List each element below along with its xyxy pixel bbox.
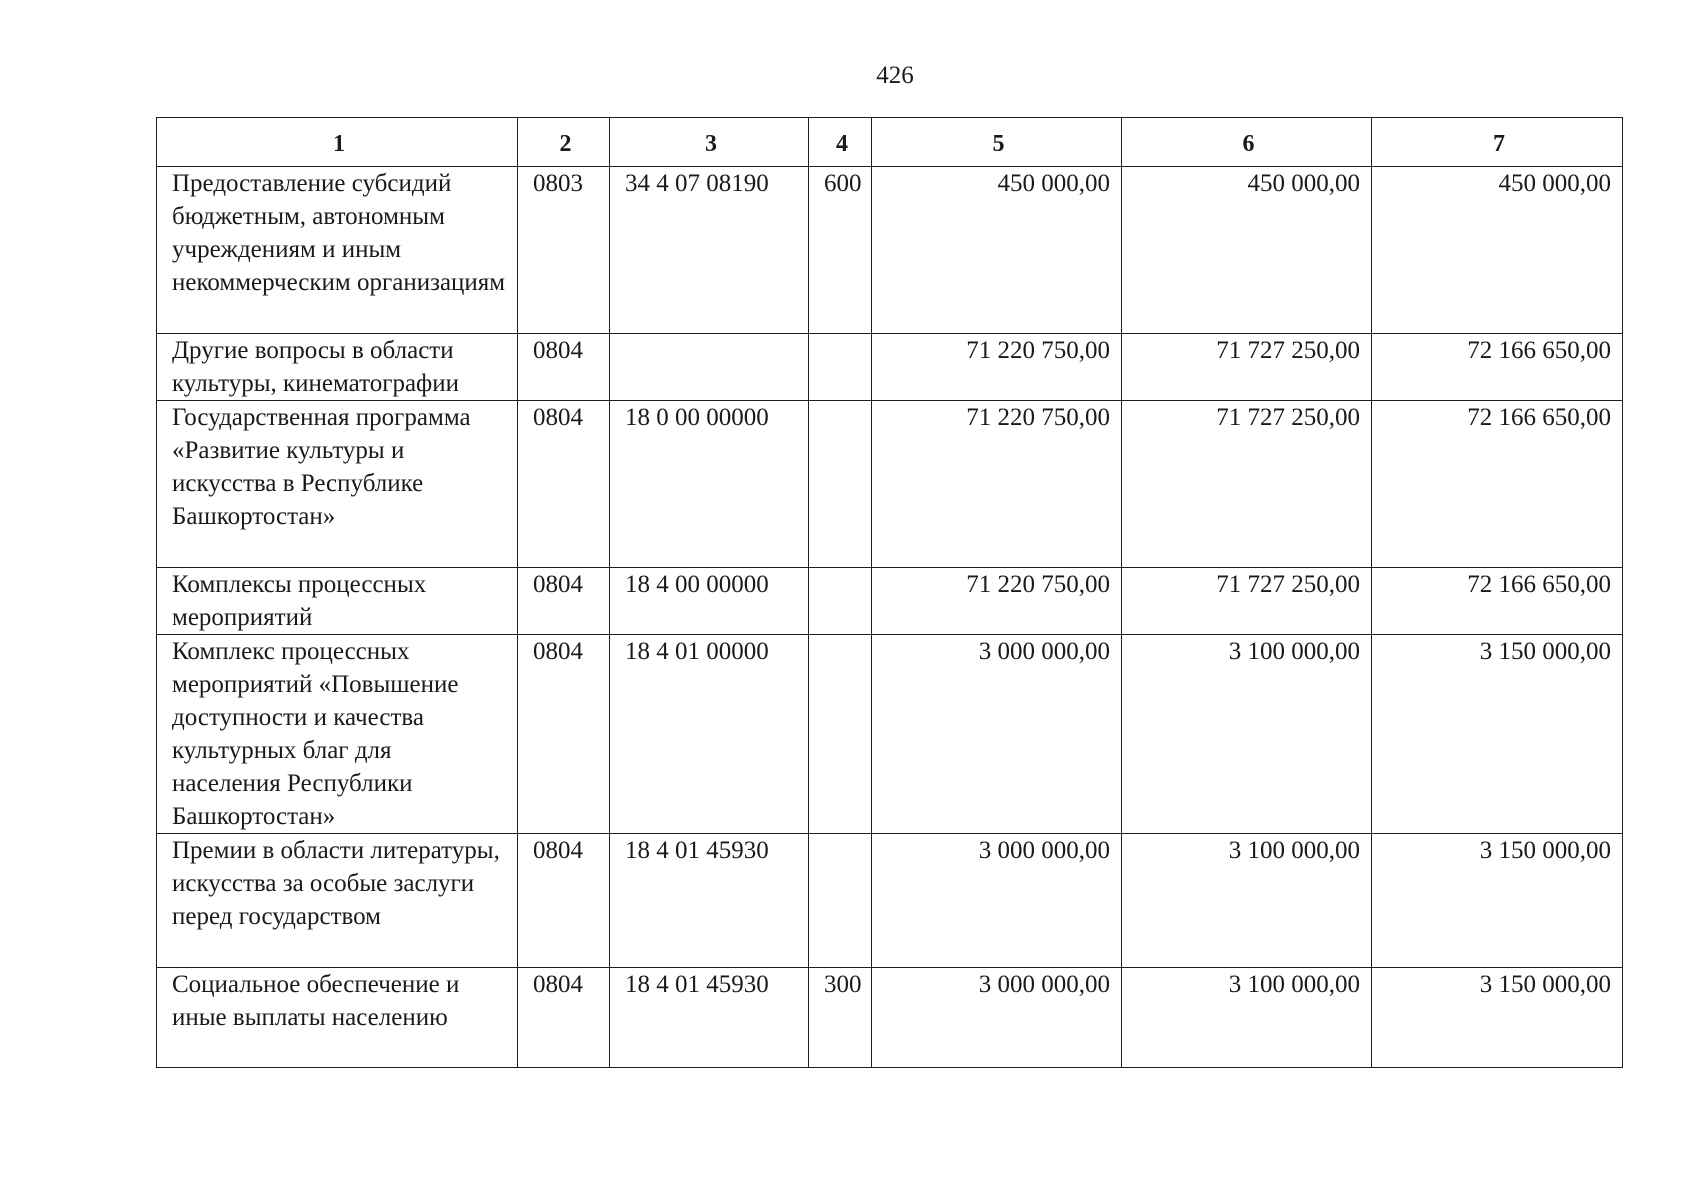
row-year3: 3 150 000,00 <box>1372 834 1623 968</box>
row-name: Премии в области литературы, искусства за особые заслуги перед государством <box>157 834 518 968</box>
row-name: Государственная программа «Развитие культуры и искусства в Республике Башкортостан» <box>157 401 518 568</box>
header-col-4: 4 <box>809 118 872 167</box>
row-year3: 450 000,00 <box>1372 167 1623 334</box>
header-col-2: 2 <box>518 118 610 167</box>
row-year2: 71 727 250,00 <box>1122 334 1372 401</box>
row-year2: 3 100 000,00 <box>1122 635 1372 834</box>
row-year1: 3 000 000,00 <box>872 968 1122 1068</box>
table-row <box>157 635 1623 834</box>
row-type <box>809 568 872 635</box>
row-year3: 72 166 650,00 <box>1372 334 1623 401</box>
table-row <box>157 834 1623 968</box>
row-year3: 72 166 650,00 <box>1372 401 1623 568</box>
header-col-3: 3 <box>610 118 809 167</box>
row-section: 0804 <box>518 401 610 568</box>
row-year2: 3 100 000,00 <box>1122 968 1372 1068</box>
row-year2: 71 727 250,00 <box>1122 401 1372 568</box>
row-year3: 72 166 650,00 <box>1372 568 1623 635</box>
row-target: 34 4 07 08190 <box>610 167 809 334</box>
row-year2: 3 100 000,00 <box>1122 834 1372 968</box>
row-target: 18 0 00 00000 <box>610 401 809 568</box>
row-section: 0804 <box>518 635 610 834</box>
row-year1: 71 220 750,00 <box>872 401 1122 568</box>
budget-table <box>156 117 1623 1068</box>
row-target: 18 4 01 45930 <box>610 834 809 968</box>
row-section: 0804 <box>518 834 610 968</box>
row-type: 600 <box>809 167 872 334</box>
header-col-1: 1 <box>157 118 518 167</box>
table-row <box>157 334 1623 401</box>
header-col-5: 5 <box>872 118 1122 167</box>
row-year3: 3 150 000,00 <box>1372 635 1623 834</box>
row-year3: 3 150 000,00 <box>1372 968 1623 1068</box>
page-number: 426 <box>876 62 914 89</box>
row-year2: 450 000,00 <box>1122 167 1372 334</box>
table-row <box>157 568 1623 635</box>
row-type: 300 <box>809 968 872 1068</box>
row-section: 0804 <box>518 568 610 635</box>
row-name: Социальное обеспечение и иные выплаты населению <box>157 968 518 1068</box>
row-target <box>610 334 809 401</box>
row-target: 18 4 01 45930 <box>610 968 809 1068</box>
row-year1: 3 000 000,00 <box>872 834 1122 968</box>
row-name: Комплекс процессных мероприятий «Повышение доступности и качества культурных благ для населения Республики Башкортостан» <box>157 635 518 834</box>
table-row <box>157 968 1623 1068</box>
row-target: 18 4 00 00000 <box>610 568 809 635</box>
header-col-7: 7 <box>1372 118 1623 167</box>
table-header-row <box>157 118 1623 167</box>
row-type <box>809 834 872 968</box>
table-row <box>157 167 1623 334</box>
row-name: Предоставление субсидий бюджетным, автономным учреждениям и иным некоммерческим организациям <box>157 167 518 334</box>
row-name: Комплексы процессных мероприятий <box>157 568 518 635</box>
table-row <box>157 401 1623 568</box>
row-target: 18 4 01 00000 <box>610 635 809 834</box>
row-type <box>809 635 872 834</box>
header-col-6: 6 <box>1122 118 1372 167</box>
row-type <box>809 401 872 568</box>
row-year1: 71 220 750,00 <box>872 568 1122 635</box>
row-type <box>809 334 872 401</box>
row-section: 0804 <box>518 334 610 401</box>
row-section: 0804 <box>518 968 610 1068</box>
row-year1: 3 000 000,00 <box>872 635 1122 834</box>
row-year2: 71 727 250,00 <box>1122 568 1372 635</box>
row-section: 0803 <box>518 167 610 334</box>
row-year1: 450 000,00 <box>872 167 1122 334</box>
row-year1: 71 220 750,00 <box>872 334 1122 401</box>
row-name: Другие вопросы в области культуры, кинематографии <box>157 334 518 401</box>
